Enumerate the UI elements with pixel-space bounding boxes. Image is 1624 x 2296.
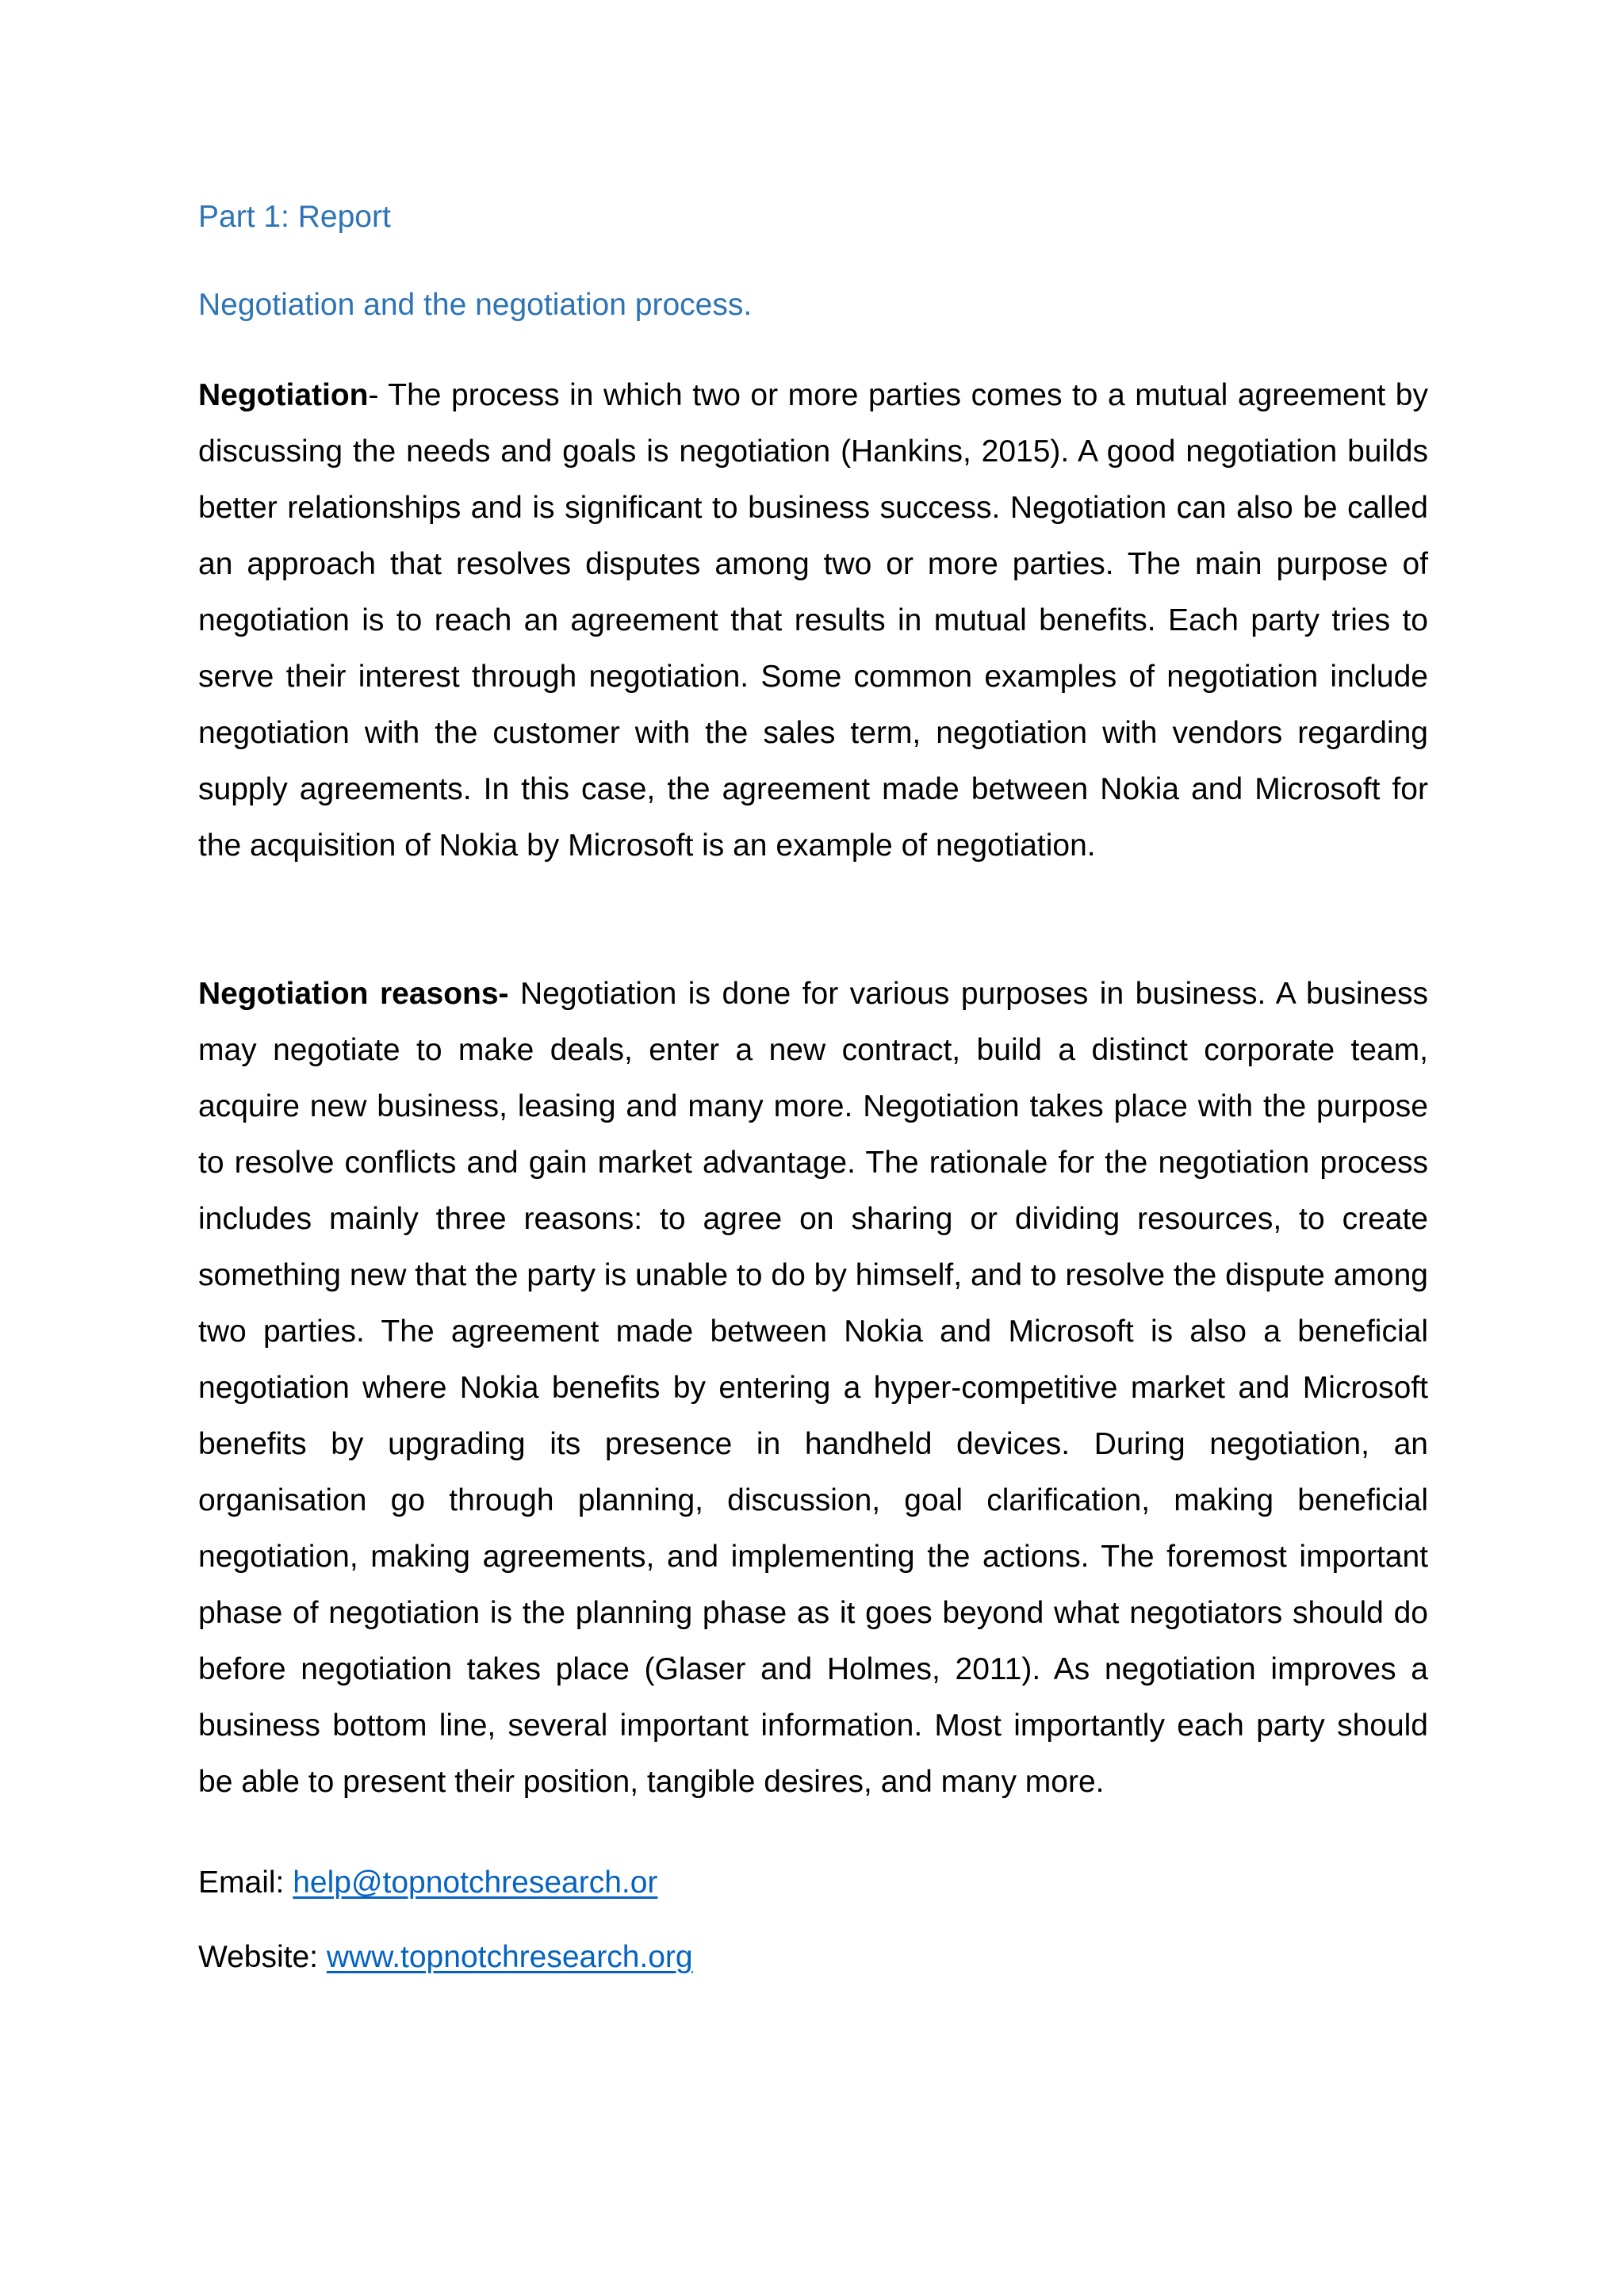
section-heading: Negotiation and the negotiation process. [198, 288, 753, 322]
website-label: Website: [198, 1940, 327, 1974]
paragraph-lead: Negotiation reasons- [198, 977, 509, 1011]
email-link[interactable]: help@topnotchresearch.or [293, 1866, 658, 1900]
website-link[interactable]: www.topnotchresearch.org [326, 1940, 693, 1974]
paragraph-text: - The process in which two or more parties comes to a mutual agreement by discussing the needs and goals is negotiation (Hankins, 2015). A good negotiation builds better relationships and is significant to business success. Negotiation can also be called an approach that resolves disputes among two or more parties. The main purpose of negotiation is to reach an agreement that results in mutual benefits. Each party tries to serve their interest through negotiation. Some common examples of negotiation include negotiation with the customer with the sales term, negotiation with vendors regarding supply agreements. In this case, the agreement made between Nokia and Microsoft for the acquisition of Nokia by Microsoft is an example of negotiation. [198, 378, 1428, 863]
paragraph-text: Negotiation is done for various purposes in business. A business may negotiate to make deals, enter a new contract, build a distinct corporate team, acquire new business, leasing and many more. Negotiation takes place with the purpose to resolve conflicts and gain market advantage. The rationale for the negotiation process includes mainly three reasons: to agree on sharing or dividing resources, to create something new that the party is unable to do by himself, and to resolve the dispute among two parties. The agreement made between Nokia and Microsoft is also a beneficial negotiation where Nokia benefits by entering a hyper-competitive market and Microsoft benefits by upgrading its presence in handheld devices. During negotiation, an organisation go through planning, discussion, goal clarification, making beneficial negotiation, making agreements, and implementing the actions. The foremost important phase of negotiation is the planning phase as it goes beyond what negotiators should do before negotiation takes place (Glaser and Holmes, 2011). As negotiation improves a business bottom line, several important information. Most importantly each party should be able to present their position, tangible desires, and many more. [198, 977, 1428, 1799]
email-label: Email: [198, 1866, 293, 1900]
paragraph-negotiation [198, 367, 1428, 874]
part-title: Part 1: Report [198, 200, 391, 234]
email-line [198, 1855, 1428, 1911]
paragraph-negotiation-reasons [198, 966, 1428, 1810]
paragraph-lead: Negotiation [198, 378, 369, 412]
website-line [198, 1930, 1428, 1985]
